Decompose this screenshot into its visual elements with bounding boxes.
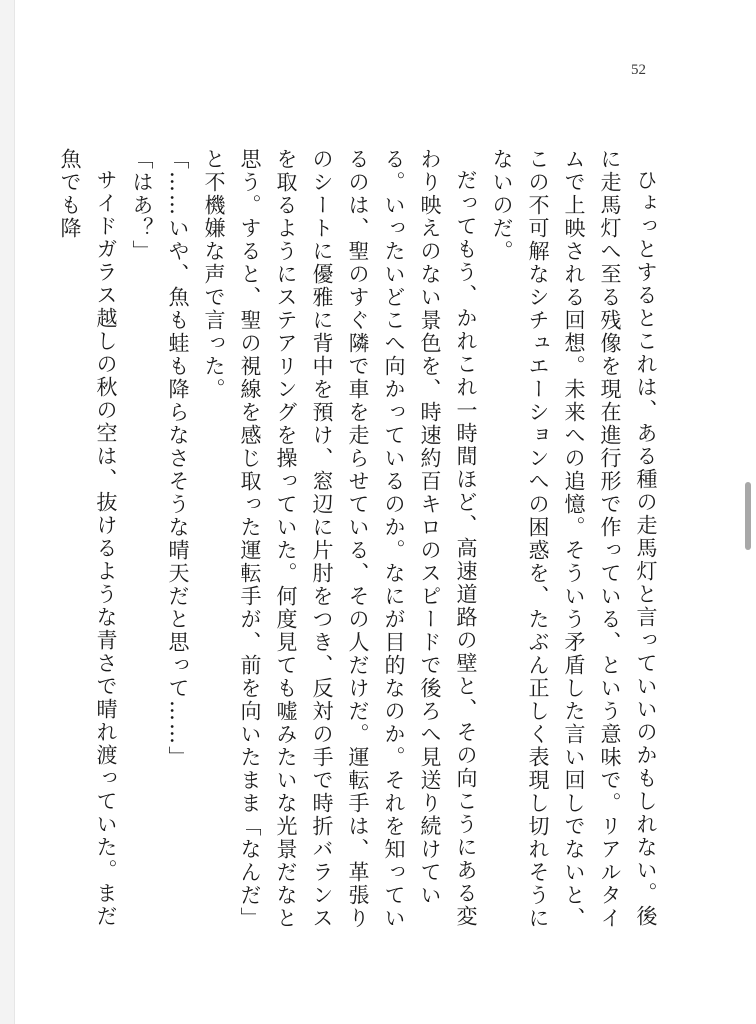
paragraph-3: 「……いや、魚も蛙も降らなさそうな晴天だと思って……」 bbox=[166, 148, 190, 769]
page-number: 52 bbox=[631, 62, 646, 78]
paragraph-5: サイドガラス越しの秋の空は、抜けるような青さで晴れ渡っていた。まだ魚でも降 bbox=[58, 148, 118, 928]
paragraph-1: ひょっとするとこれは、ある種の走馬灯と言っていいのかもしれない。後に走馬灯へ至る残像を現在進行形で作っている、という意味で。リアルタイムで上映される回想。未来への追憶。そういう矛盾した言い回しでないと、この不可解なシチュエーションへの困惑を、たぶん正しく表現し切れそうにないのだ。 bbox=[490, 148, 658, 930]
paragraph-2: だってもう、かれこれ一時間ほど、高速道路の壁と、その向こうにある変わり映えのない景色を、時速約百キロのスピードで後ろへ見送り続けている。いったいどこへ向かっているのか。なにが目的なのか。それを知っているのは、聖のすぐ隣で車を走らせている、その人だけだ。運転手は、革張りのシートに優雅に背中を預け、窓辺に片肘をつき、反対の手で時折バランスを取るようにステアリングを操っていた。何度見ても嘘みたいな光景だなと思う。すると、聖の視線を感じ取った運転手が、前を向いたまま「なんだ」と不機嫌な声で言った。 bbox=[202, 148, 478, 930]
paragraph-4: 「はあ？」 bbox=[130, 148, 154, 263]
page-edge-shadow bbox=[0, 0, 15, 1024]
vertical-text-body bbox=[58, 148, 664, 938]
scrollbar-thumb[interactable] bbox=[745, 482, 751, 550]
